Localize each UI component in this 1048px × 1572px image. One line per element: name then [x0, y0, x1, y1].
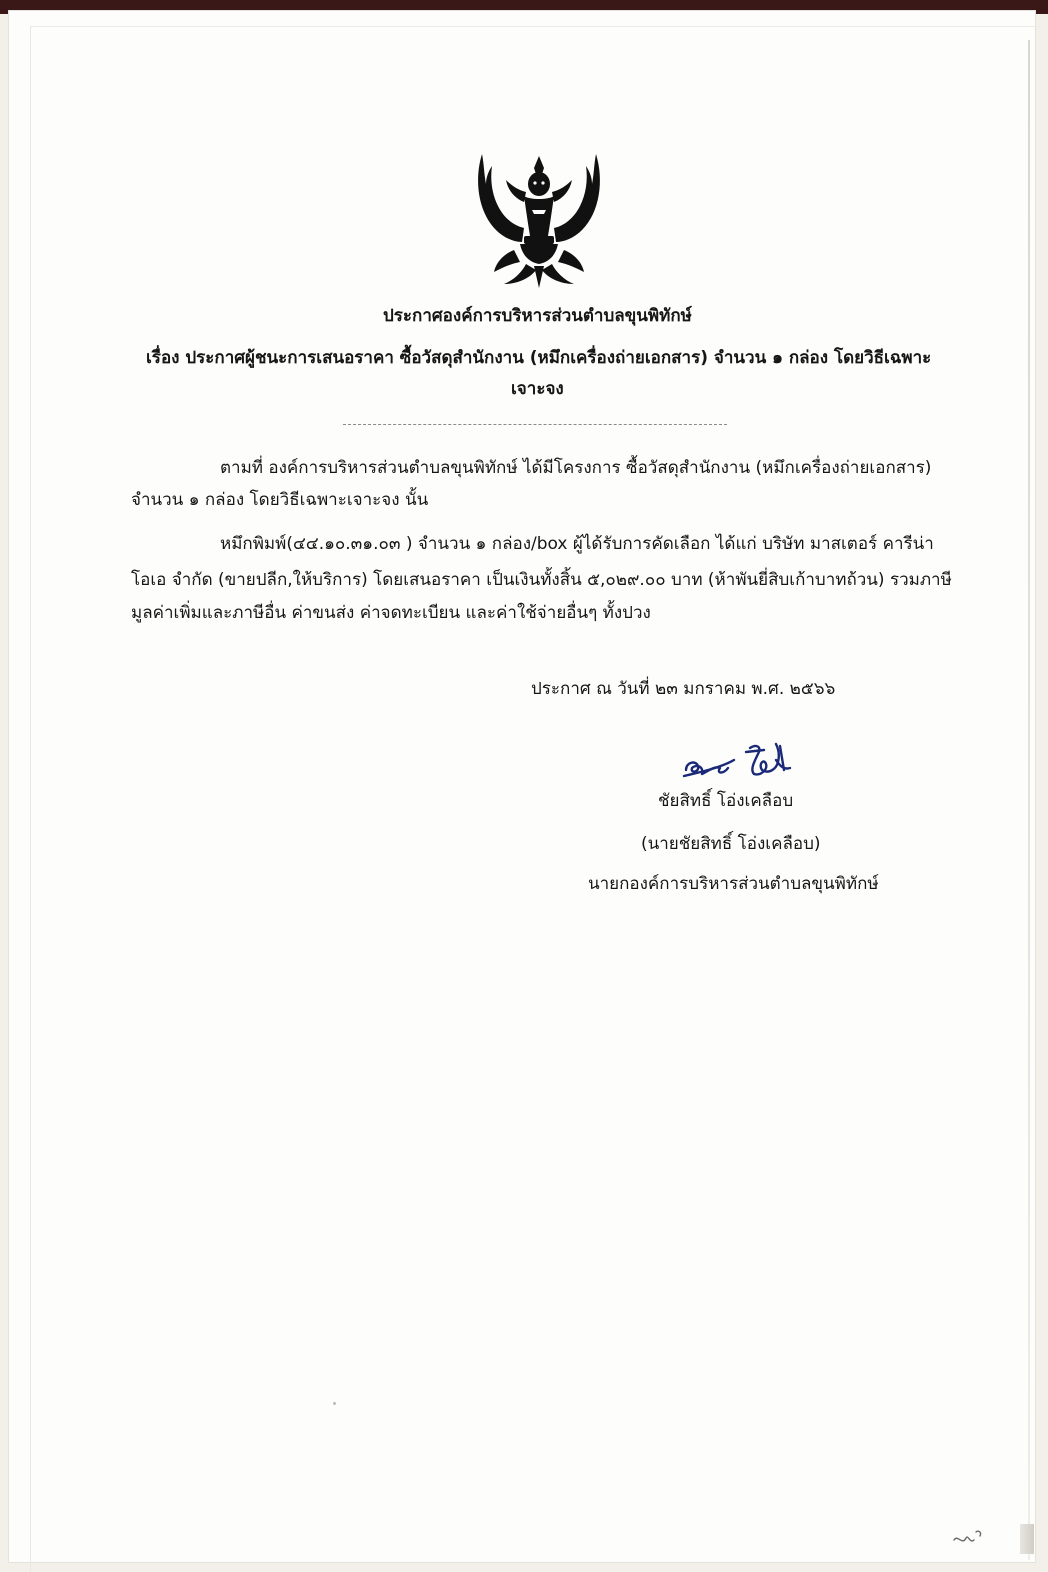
paragraph-2-line-2: โอเอ จำกัด (ขายปลีก,ให้บริการ) โดยเสนอราคา เป็นเงินทั้งสิ้น ๕,๐๒๙.๐๐ บาท (ห้าพันยี่สิบเก้าบาทถ้วน) รวมภาษี: [131, 570, 952, 590]
page-right-edge: [1028, 40, 1030, 1560]
signer-full-name: (นายชัยสิทธิ์ โอ่งเคลือบ): [641, 834, 821, 854]
paragraph-2-line-1: หมึกพิมพ์(๔๔.๑๐.๓๑.๐๓ ) จำนวน ๑ กล่อง/box ผู้ได้รับการคัดเลือก ได้แก่ บริษัท มาสเตอร์ คารีน่า: [220, 534, 934, 554]
announcement-heading: ประกาศองค์การบริหารส่วนตำบลขุนพิทักษ์: [383, 306, 692, 326]
signer-name: ชัยสิทธิ์ โอ่งเคลือบ: [658, 791, 794, 811]
handwritten-signature: [680, 740, 800, 784]
paragraph-1-line-2: จำนวน ๑ กล่อง โดยวิธีเฉพาะเจาะจง นั้น: [131, 490, 429, 510]
announcement-date: ประกาศ ณ วันที่ ๒๓ มกราคม พ.ศ. ๒๕๖๖: [531, 679, 836, 699]
signer-position: นายกองค์การบริหารส่วนตำบลขุนพิทักษ์: [588, 874, 879, 894]
divider-line: [343, 424, 727, 425]
paragraph-1-line-1: ตามที่ องค์การบริหารส่วนตำบลขุนพิทักษ์ ได้มีโครงการ ซื้อวัสดุสำนักงาน (หมึกเครื่องถ่ายเอกสาร): [220, 458, 932, 478]
subject-line-1: เรื่อง ประกาศผู้ชนะการเสนอราคา ซื้อวัสดุสำนักงาน (หมึกเครื่องถ่ายเอกสาร) จำนวน ๑ กล่อง โดยวิธีเฉพาะ: [146, 348, 932, 368]
handwritten-initials: [952, 1526, 986, 1550]
garuda-emblem-icon: [474, 150, 604, 290]
scan-speck: [333, 1402, 336, 1405]
page-corner-shadow: [1020, 1524, 1034, 1554]
paragraph-2-line-3: มูลค่าเพิ่มและภาษีอื่น ค่าขนส่ง ค่าจดทะเบียน และค่าใช้จ่ายอื่นๆ ทั้งปวง: [131, 603, 651, 623]
subject-line-2: เจาะจง: [511, 379, 564, 399]
